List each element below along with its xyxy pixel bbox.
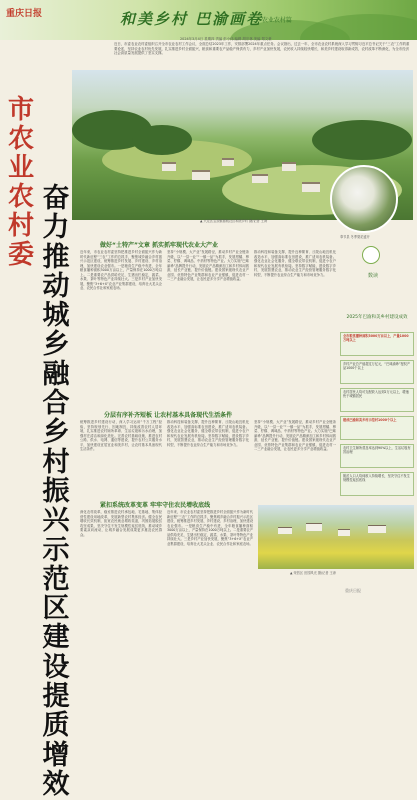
- sidebar-title: 2025年巴渝和美乡村建设成效: [346, 315, 408, 320]
- headline: [4, 95, 78, 800]
- article-column: 推动科技和装备支撑，提升良种繁育、丘陵山地宜机化改造水平，加强高标准农田建设，推广适用农机装备。强化农业社会化服务，健全联农带农机制，促进小农户和现代农业发展有机衔接。坚持数字赋能，建设数字乡村，发展智慧农业，推动农业生产经营管理服务数字化转型，不断提升农业综合生产能力和市场竞争力。: [167, 420, 249, 447]
- sidebar-stat: 全市粮食播种面积3000万亩以上，产量1000万吨以上: [340, 332, 414, 356]
- article-column: 近年来，市农业农村委坚持把推进乡村全面振兴作为新时代新征程“三农”工作的总抓手，聚焦城乡融合乡村振兴示范区建设，统筹推进乡村发展、乡村建设、乡村治理，加快建设农业强市。一是粮食生产稳中有进，全年粮食播种面积3000万亩以上，产量保持在1000万吨以上。二是重要农产品供给充足，生猪出栏稳定，蔬菜、水果、茶叶等特色产业持续壮大。三是乡村产业加快发展，聚焦“3+6+X”农业产业集群建设，培育壮大龙头企业、农民合作社和家庭农场。: [80, 250, 162, 290]
- footer-logo: 重庆日报: [345, 588, 361, 593]
- article-column: 近年来，市农业农村委坚持把推进乡村全面振兴作为新时代新征程“三农”工作的总抓手，聚焦城乡融合乡村振兴示范区建设，统筹推进乡村发展、乡村建设、乡村治理，加快建设农业强市。一是粮食生产稳中有进，全年粮食播种面积3000万亩以上，产量保持在1000万吨以上。二是重要农产品供给充足，生猪出栏稳定，蔬菜、水果、茶叶等特色产业持续壮大。三是乡村产业加快发展，聚焦“3+6+X”农业产业集群建设，培育壮大龙头企业、农民合作社和家庭农场。: [167, 510, 253, 546]
- sidebar-stat: 农村居民人均可支配收入达到2万元以上，增速快于城镇居民: [340, 388, 414, 412]
- section-head-3: 紧扣系统改革变革 牢牢守住农民增收底线: [100, 502, 211, 509]
- sidebar-stat: 建成巴渝和美乡村示范村1000个以上: [340, 416, 414, 440]
- banner-hill-decoration: [300, 14, 417, 40]
- headline-main: 奋力推动城乡融合乡村振兴示范区建设提质增效: [42, 183, 70, 800]
- headline-red: 市农业农村委: [7, 95, 34, 270]
- sidebar-stat: 乡村产业总产值超过万亿元，“巴味渝珍”授权产品1000个以上: [340, 360, 414, 384]
- sidebar-stat: 农村卫生厕所普及率达到90%以上，生活垃圾有效治理: [340, 444, 414, 468]
- main-photo-caption: ▲ 大足区宝顶镇慈航社区和美乡村 摄/记者 王涛: [200, 219, 268, 223]
- banner: [0, 0, 417, 40]
- inset-photo: [330, 165, 398, 233]
- article-column: 坚持“小规模、大产业”发展路径，推动乡村产业全链条升级，以“一县一业”“一镇一品”为抓手，发展柑橘、榨菜、柠檬、调味品、中药材等特色产业。大力实施“巴味渝珍”品牌提升行动，发展农产品精深加工和乡村休闲旅游，延长产业链、提升价值链。建设国家级现代农业产业园、优势特色产业集群和农业产业强镇，促进农村一二三产业融合发展，让农民更多分享产业增值收益。: [167, 250, 249, 281]
- banner-subtitle: · 农业农村篇: [258, 17, 292, 24]
- sidebar-badge: 数读: [368, 273, 379, 279]
- article-column: 统筹推进乡村建设行动，深入学习运用“千万工程”经验，坚持规划先行、因地制宜，持续改善农村人居环境，扎实推进农村厕所革命、生活垃圾和污水治理，加强村庄清洁和绿化美化。完善农村基础设施，推进农村公路、供水、电网、通信等建设，提升农村公共服务水平，加快建设宜居宜业和美乡村，让农村基本具备现代生活条件。: [80, 420, 162, 451]
- article-column: 推动科技和装备支撑，提升良种繁育、丘陵山地宜机化改造水平，加强高标准农田建设，推广适用农机装备。强化农业社会化服务，健全联农带农机制，促进小农户和现代农业发展有机衔接。坚持数字赋能，建设数字乡村，发展智慧农业，推动农业生产经营管理服务数字化转型，不断提升农业综合生产能力和市场竞争力。: [254, 250, 336, 277]
- edition-info: 2024年3月4日 星期四 责编 彭小伟 编辑 胡宗林 美编 郑文豪: [180, 37, 272, 41]
- sidebar-stat: 脱贫人口人均纯收入持续增长，坚决守住不发生规模性返贫底线: [340, 472, 414, 496]
- bottom-photo-caption: ▲ 荣昌区 田园风光 摄/记者 王涛: [290, 571, 336, 575]
- section-head-2: 分层有序补齐短板 让农村基本具备现代生活条件: [104, 412, 233, 419]
- bottom-photo: [258, 505, 414, 569]
- banner-title: 和美乡村 巴渝画卷: [120, 10, 264, 28]
- inset-caption: 奉节县 冬季梨花盛开: [340, 235, 370, 239]
- article-column: 深化农村改革，稳妥推进农村承包地、宅基地、集体经营性建设用地改革，发展新型农村集体经济。健全农民增收长效机制，拓宽农民就业增收渠道，巩固拓展脱贫攻坚成果，坚决守住不发生规模性返贫底线，推动城乡要素双向流动，让城乡融合发展成果更多惠及农民群众。: [80, 510, 162, 537]
- section-head-1: 做好“土特产”文章 抓实抓牢现代农业大产业: [100, 242, 218, 249]
- lead-paragraph: 近日，市委农业农村委组织召开全市农业农村工作会议，全面总结2023年工作，安排部署2024年重点任务。会议指出，过去一年，全市农业农村系统深入学习贯彻习近平总书记关于“三农”工作的重要论述，坚持农业农村优先发展，扎实推进乡村全面振兴，粮食和重要农产品稳产保供有力，乡村产业加快发展，农民收入持续较快增长，和美乡村建设取得新成效，农村改革不断深化，为全市经济社会高质量发展提供了坚实支撑。: [114, 42, 410, 56]
- newspaper-logo: 重庆日报: [6, 9, 43, 19]
- article-column: 坚持“小规模、大产业”发展路径，推动乡村产业全链条升级，以“一县一业”“一镇一品”为抓手，发展柑橘、榨菜、柠檬、调味品、中药材等特色产业。大力实施“巴味渝珍”品牌提升行动，发展农产品精深加工和乡村休闲旅游，延长产业链、提升价值链。建设国家级现代农业产业园、优势特色产业集群和农业产业强镇，促进农村一二三产业融合发展，让农民更多分享产业增值收益。: [254, 420, 336, 451]
